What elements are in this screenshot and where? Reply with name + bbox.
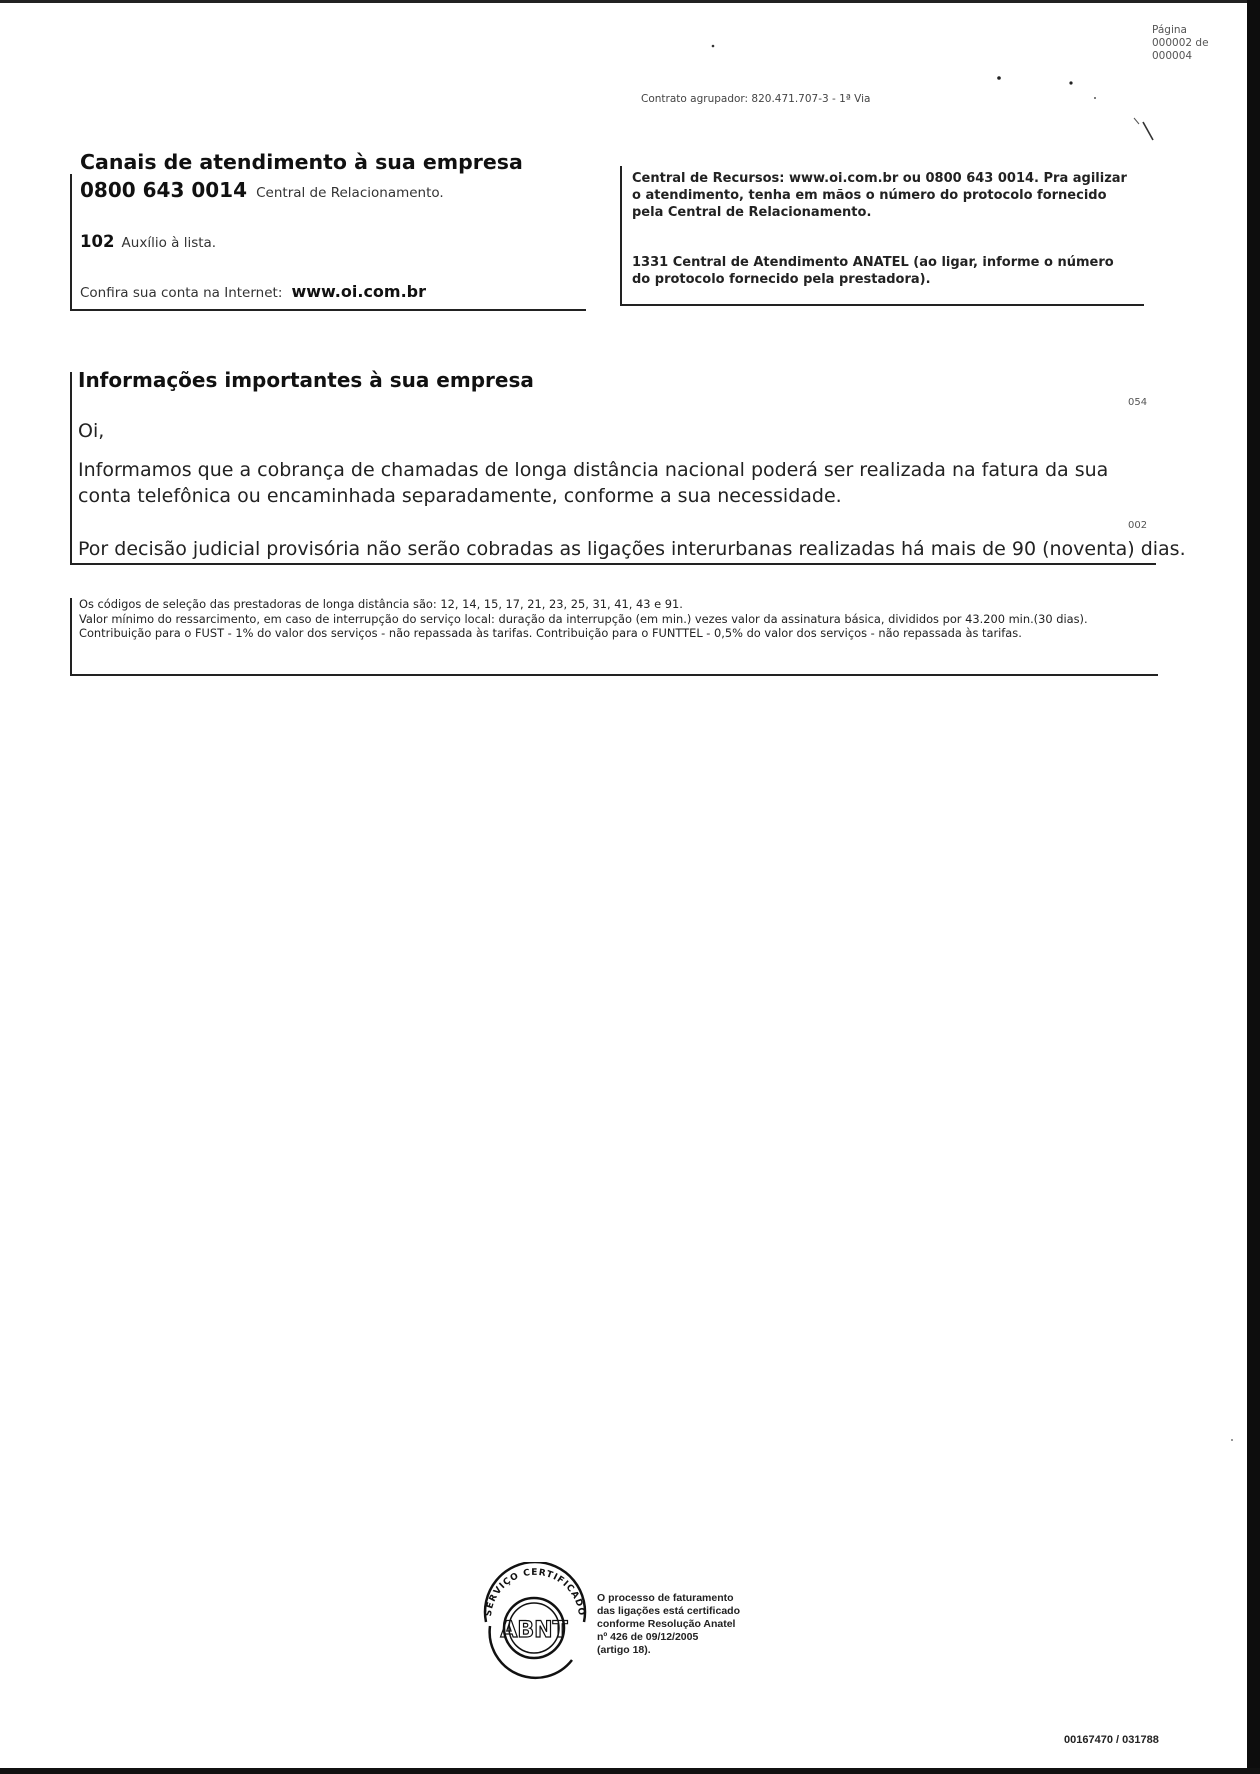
recursos-box-border-left	[620, 166, 622, 306]
small-print-line-2: Valor mínimo do ressarcimento, em caso de interrupção do serviço local: duração da interrupção (em min.) vezes valor da assinatura básica, divididos por 43.200 min.(30 dias).	[79, 611, 1088, 626]
svg-text:SERVIÇO CERTIFICADO: SERVIÇO CERTIFICADO	[483, 1567, 587, 1618]
page-label: Página	[1152, 24, 1187, 36]
anatel-text: 1331 Central de Atendimento ANATEL (ao ligar, informe o número do protocolo fornecido pela prestadora).	[632, 255, 1114, 287]
page-top-edge	[0, 0, 1260, 3]
small-print-border-bottom	[70, 674, 1158, 676]
canais-title: Canais de atendimento à sua empresa	[80, 150, 523, 174]
page-total: 000004	[1152, 50, 1193, 62]
page-right-edge	[1247, 0, 1260, 1774]
abnt-caption	[597, 1592, 767, 1657]
info-paragraph-2: Por decisão judicial provisória não serão cobradas as ligações interurbanas realizadas há mais de 90 (noventa) dias.	[78, 538, 1186, 560]
message-code-top: 054	[1128, 397, 1148, 408]
small-print-line-1: Os códigos de seleção das prestadoras de longa distância são: 12, 14, 15, 17, 21, 23, 25, 31, 41, 43 e 91.	[79, 597, 683, 611]
svg-text:ABNT: ABNT	[500, 1618, 568, 1643]
page-number	[1152, 24, 1212, 63]
canais-box-border-bottom	[70, 309, 586, 311]
relacionamento-label: Central de Relacionamento.	[256, 185, 444, 201]
message-code-mid: 002	[1128, 520, 1148, 531]
internet-url: www.oi.com.br	[291, 282, 427, 301]
abnt-caption-line-5: (artigo 18).	[597, 1644, 651, 1656]
canais-box-border-left	[70, 174, 72, 310]
abnt-caption-line-1: O processo de faturamento	[597, 1592, 734, 1604]
greeting: Oi,	[78, 420, 105, 442]
info-paragraph-1: Informamos que a cobrança de chamadas de longa distância nacional poderá ser realizada na fatura da sua conta telefônica ou encaminhada separadamente, conforme a sua necessidade.	[78, 459, 1109, 507]
page-bottom-edge	[0, 1768, 1260, 1774]
auxilio-number: 102	[80, 232, 115, 251]
internet-label: Confira sua conta na Internet:	[80, 285, 283, 301]
relacionamento-number: 0800 643 0014	[80, 178, 248, 202]
central-recursos-text: Central de Recursos: www.oi.com.br ou 0800 643 0014. Pra agilizar o atendimento, tenha em mãos o número do protocolo fornecido pela Central de Relacionamento.	[632, 171, 1127, 220]
relacionamento-phone	[80, 178, 444, 202]
small-print-border-left	[70, 598, 72, 676]
document-code: 00167470 / 031788	[1064, 1734, 1159, 1746]
small-print-line-3: Contribuição para o FUST - 1% do valor dos serviços - não repassada às tarifas. Contribuição para o FUNTTEL - 0,5% do valor dos serviços - não repassada às tarifas.	[79, 626, 1022, 640]
abnt-caption-line-2: das ligações está certificado	[597, 1605, 740, 1617]
small-print	[79, 597, 1154, 641]
abnt-caption-line-3: conforme Resolução Anatel	[597, 1618, 736, 1630]
info-box-border-left	[70, 372, 72, 564]
auxilio-label: Auxílio à lista.	[121, 235, 217, 251]
info-box-border-bottom	[70, 563, 1156, 565]
info-title: Informações importantes à sua empresa	[78, 368, 534, 392]
internet-info	[80, 282, 426, 301]
contract-number: Contrato agrupador: 820.471.707-3 - 1ª Via	[641, 93, 871, 105]
recursos-box-border-bottom	[620, 304, 1144, 306]
auxilio-lista	[80, 232, 216, 251]
abnt-seal-icon	[476, 1562, 594, 1680]
page-current: 000002 de	[1152, 37, 1209, 49]
abnt-caption-line-4: nº 426 de 09/12/2005	[597, 1631, 699, 1643]
